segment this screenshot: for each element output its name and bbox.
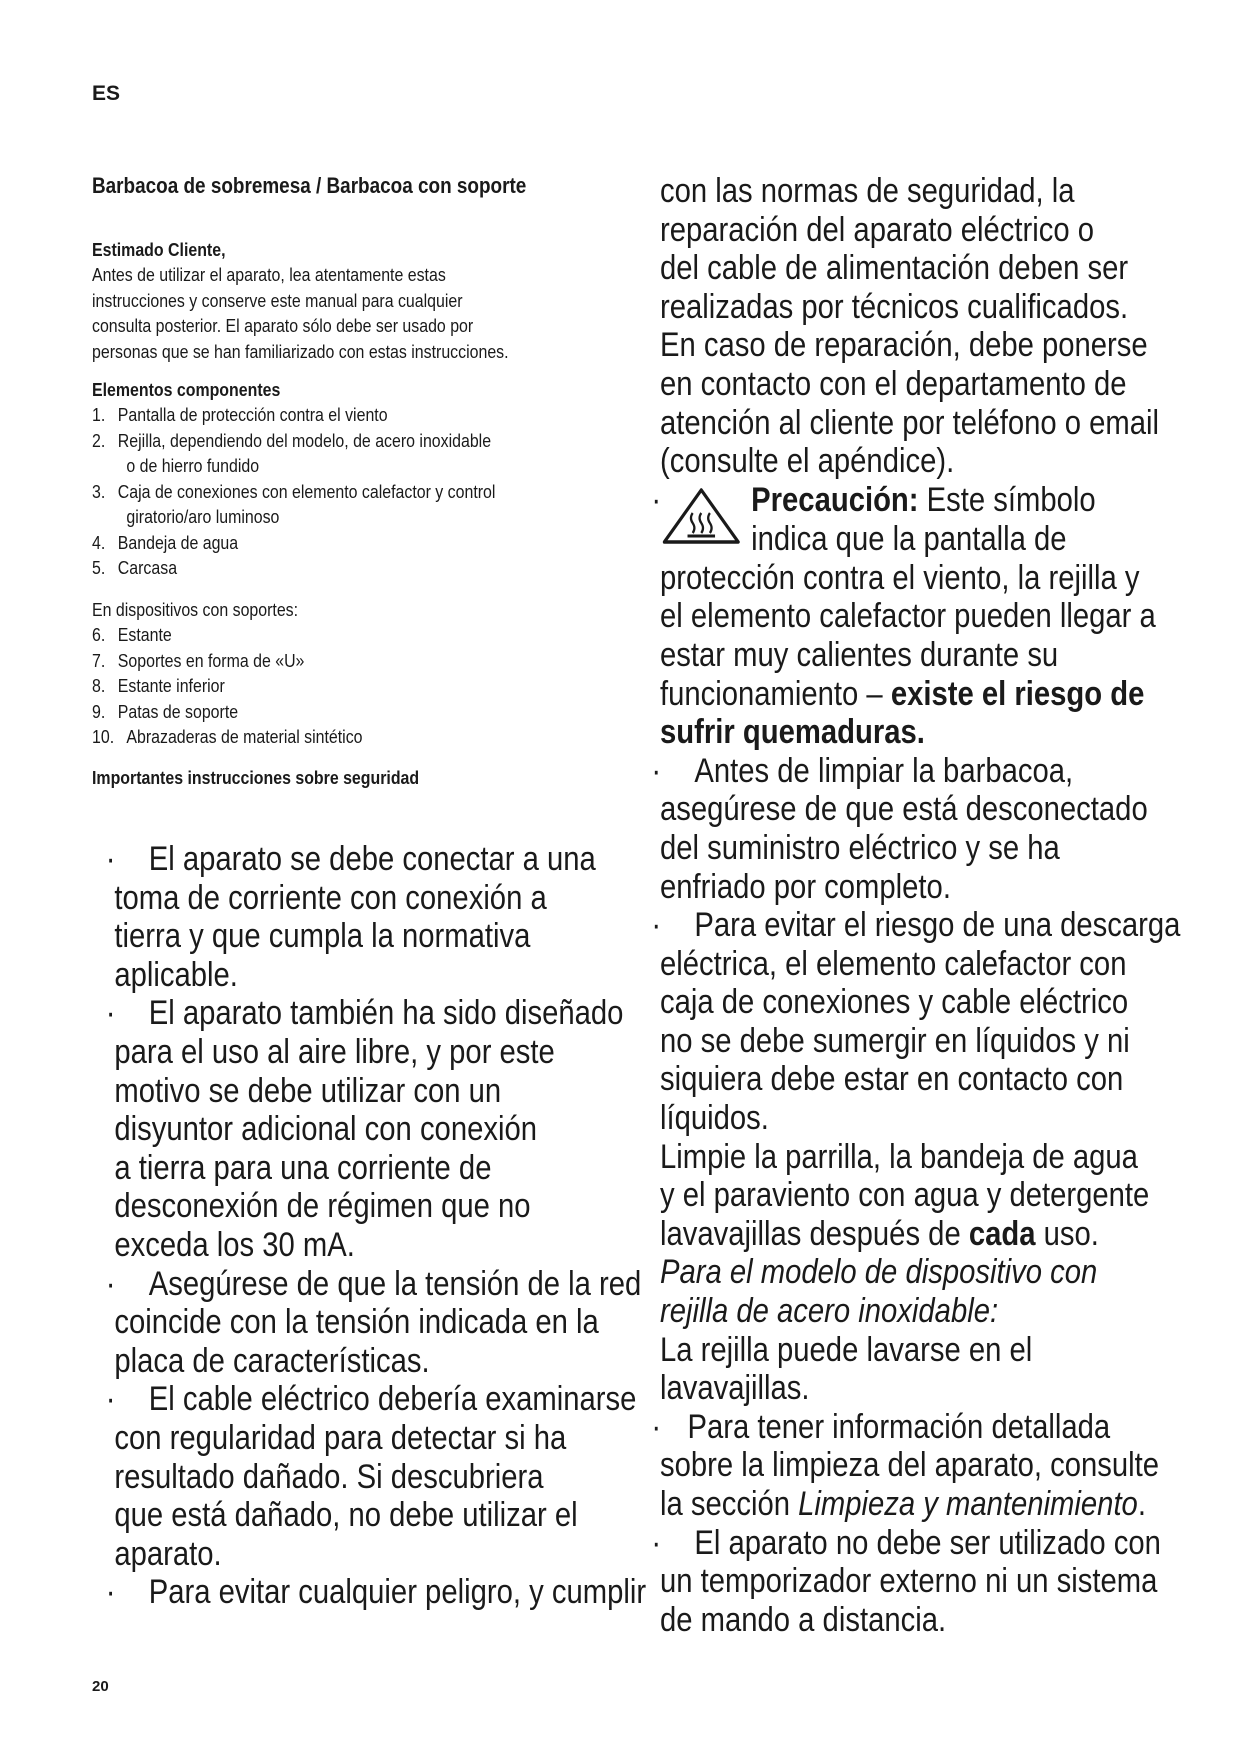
bullet: ·: [651, 480, 662, 519]
stand-intro: En dispositivos con soportes:: [92, 598, 299, 620]
safety-item-voltage: · Asegúrese de que la tensión de la red coincide con la tensión indicada en la placa de características.: [105, 1264, 642, 1380]
timer-warning-item: · El aparato no debe ser utilizado con un temporizador externo ni un sistema de mando a distancia.: [651, 1523, 1161, 1639]
intro-paragraph: [92, 262, 599, 364]
list-item: 5. Carcasa: [92, 557, 178, 578]
components-heading: Elementos componentes: [92, 379, 281, 400]
bullet: ·: [105, 1264, 116, 1303]
section-reference: Limpieza y mantenimiento: [798, 1485, 1138, 1523]
bullet: ·: [651, 1407, 662, 1446]
stand-components-list: [92, 622, 599, 750]
list-item: 9. Patas de soporte: [92, 700, 239, 722]
bullet: ·: [651, 751, 662, 790]
intro-line: consulta posterior. El aparato sólo debe ser usado por: [92, 315, 474, 336]
page-number: 20: [92, 1678, 109, 1695]
safety-item-cable: · El cable eléctrico debería examinarse con regularidad para detectar si ha resultado dañado. Si descubriera que está dañado, no debe utilizar el aparato.: [105, 1380, 637, 1573]
list-item: 7. Soportes en forma de «U»: [92, 649, 305, 671]
safety-item-repair: · Para evitar cualquier peligro, y cumplir: [105, 1573, 647, 1612]
repair-continuation: con las normas de seguridad, la reparación del aparato eléctrico o del cable de alimentación deben ser realizadas por técnicos cualificados. En caso de reparación, debe ponerse en contacto con el departamento de atención al cliente por teléfono o email (consulte el apéndice).: [660, 172, 1160, 481]
right-column: [651, 172, 1220, 1639]
components-list: [92, 402, 599, 581]
caution-block: · Precaución: Este símbolo indica que la pantalla de protección contra el viento, la rejilla y el elemento calefactor pueden llegar a estar muy calientes durante su funcionamiento – existe el riesgo de sufrir quemaduras.: [651, 480, 1156, 752]
model-note: rejilla de acero inoxidable:: [660, 1292, 999, 1331]
left-column-intro: [92, 172, 682, 790]
bullet: ·: [651, 906, 662, 945]
cleaning-unplug-item: · Antes de limpiar la barbacoa, asegúrese de que está desconectado del suministro eléctrico y se ha enfriado por completo.: [651, 751, 1148, 906]
list-item-continuation: giratorio/aro luminoso: [126, 506, 280, 527]
list-item: 1. Pantalla de protección contra el viento: [92, 404, 388, 425]
safety-heading: Importantes instrucciones sobre seguridad: [92, 766, 420, 788]
hot-surface-warning-icon: [662, 487, 741, 545]
bullet: ·: [105, 840, 116, 878]
list-item: 3. Caja de conexiones con elemento calefactor y control: [92, 480, 496, 502]
bullet: ·: [105, 1380, 116, 1419]
intro-line: instrucciones y conserve este manual para cualquier: [92, 289, 463, 311]
model-note: Para el modelo de dispositivo con: [660, 1253, 1098, 1292]
safety-item-outdoor: · El aparato también ha sido diseñado para el uso al aire libre, y por este motivo se debe utilizar con un disyuntor adicional con conexión a tierra para una corriente de desconexión de régimen que no exceda los 30 mA.: [105, 994, 624, 1264]
intro-line: personas que se han familiarizado con estas instrucciones.: [92, 340, 509, 362]
bullet: ·: [651, 1523, 662, 1562]
list-item: 2. Rejilla, dependiendo del modelo, de acero inoxidable: [92, 429, 492, 451]
cleaning-info-item: · Para tener información detallada sobre la limpieza del aparato, consulte la sección Limpieza y mantenimiento.: [651, 1407, 1160, 1523]
bullet: ·: [105, 994, 116, 1033]
caution-label: Precaución:: [751, 480, 919, 519]
list-item-continuation: o de hierro fundido: [126, 455, 260, 476]
greeting: Estimado Cliente,: [92, 239, 226, 260]
list-item: 6. Estante: [92, 624, 172, 645]
document-title: Barbacoa de sobremesa / Barbacoa con soporte: [92, 173, 527, 198]
language-code: ES: [92, 82, 121, 105]
bullet: ·: [105, 1573, 116, 1612]
intro-line: Antes de utilizar el aparato, lea atentamente estas: [92, 264, 446, 285]
list-item: 4. Bandeja de agua: [92, 531, 239, 553]
safety-item-grounding: · El aparato se debe conectar a una toma de corriente con conexión a tierra y que cumpla la normativa aplicable.: [105, 840, 596, 994]
left-column-safety: [92, 840, 682, 1612]
list-item: 8. Estante inferior: [92, 675, 225, 696]
list-item: 10. Abrazaderas de material sintético: [92, 726, 363, 747]
shock-warning-item: · Para evitar el riesgo de una descarga eléctrica, el elemento calefactor con caja de conexiones y cable eléctrico no se debe sumergir en líquidos y ni siquiera debe estar en contacto con líquidos. Limpie la parrilla, la bandeja de agua y el paraviento con agua y detergente lavavajillas después de cada uso. Para el modelo de dispositivo con rejilla de acero inoxidable: La rejilla puede lavarse en el lavavajillas.: [651, 906, 1181, 1408]
